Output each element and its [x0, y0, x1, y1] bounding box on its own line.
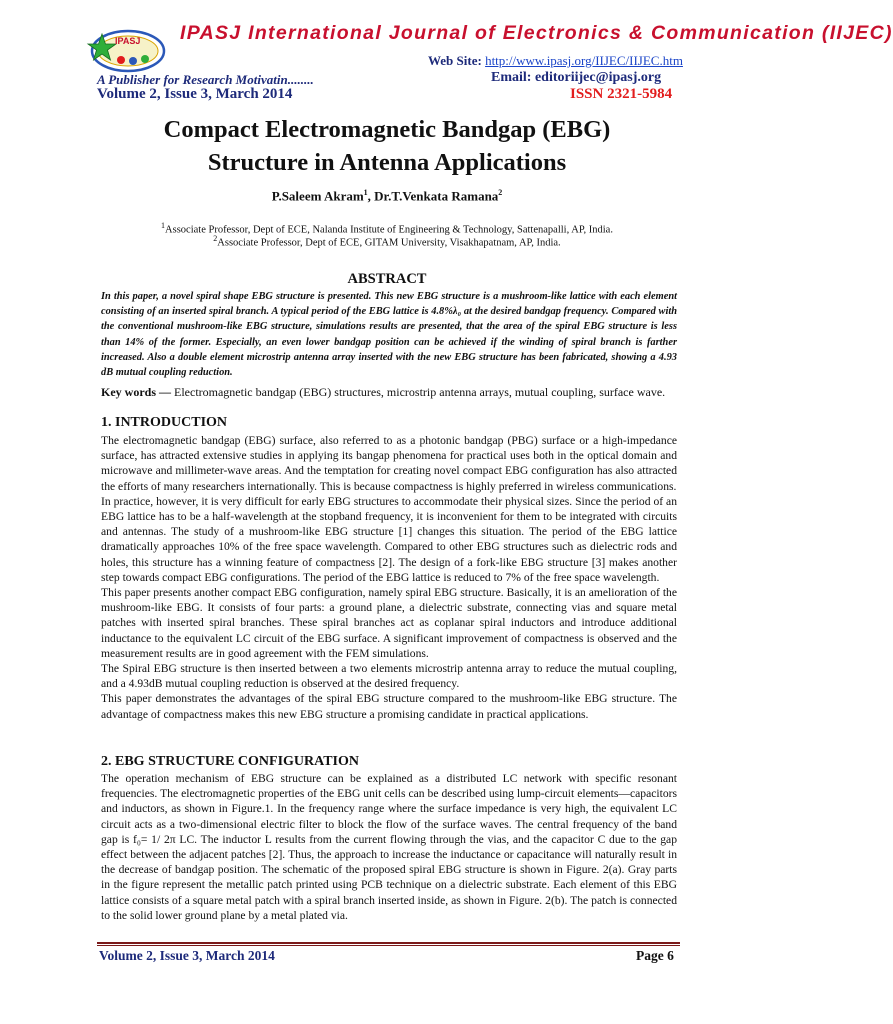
affiliation-1-sup: 1: [161, 221, 166, 230]
footer-rule: [97, 942, 680, 944]
abstract-heading: ABSTRACT: [347, 271, 427, 287]
affiliation-2: [97, 234, 677, 249]
paper-title-line-2: Structure in Antenna Applications: [207, 149, 567, 176]
author-1-sup: 1: [363, 188, 368, 197]
paragraph: This paper presents another compact EBG configuration, namely spiral EBG structure. Basically, it is an amelioration of the mushroom-like EBG. It consists of four parts: a ground plane, a dielectric substrate, connecting vias and square metal patches with inserted spiral branches. These spiral branches act as coplanar spiral inductors and introduce additional inductance to the equivalent LC circuit of the EBG surface. A significant improvement of compactness is observed and the measurement results are in good agreement with the FEM simulations.: [101, 586, 677, 660]
issn: ISSN 2321-5984: [570, 86, 673, 102]
website-label: Web Site:: [428, 53, 482, 68]
abstract-text: In this paper, a novel spiral shape EBG structure is presented. This new EBG structure is a mushroom-like lattice with each element consisting of an inserted spiral branch. A typical period of the EBG lattice is 4.8%λ₀ at the desired bandgap frequency. Compared with the conventional mushroom-like EBG structure, simulations results are presented, that the area of the spiral EBG structure is less than 14% of the former. Especially, an even lower bandgap position can be achieved if the winding of spiral branch is farther increased. Also a double element microstrip antenna array inserted with the new EBG structure has been fabricated, showing a 4.93 dB mutual coupling reduction.: [101, 291, 677, 379]
paper-title-line-1: Compact Electromagnetic Bandgap (EBG): [163, 116, 611, 143]
paragraph: The electromagnetic bandgap (EBG) surface, also referred to as a photonic bandgap (PBG) surface or a high-impedance surface, has attracted extensive studies in applying its bangap phenomena for practical uses both in the optical domain and microwave and millimeter-wave areas. And the temptation for creating novel compact EBG configuration has also attracted the efforts of many researchers internationally. This is because compactness is highly preferred in wireless communications.: [101, 434, 677, 493]
volume-issue-header: Volume 2, Issue 3, March 2014: [97, 86, 293, 102]
keywords-text: Electromagnetic bandgap (EBG) structures, microstrip antenna arrays, mutual coupling, surface wave.: [171, 385, 666, 399]
paragraph: The Spiral EBG structure is then inserted between a two elements microstrip antenna array to reduce the mutual coupling, and a 4.93dB mutual coupling reduction is observed at the desired frequency.: [101, 662, 677, 691]
publisher-tagline: A Publisher for Research Motivatin........: [97, 72, 314, 87]
author-2-sup: 2: [498, 188, 503, 197]
authors: [97, 188, 677, 204]
journal-email: Email: editoriijec@ipasj.org: [491, 70, 662, 85]
website-line: [428, 53, 683, 69]
author-2: Dr.T.Venkata Ramana: [374, 188, 499, 204]
logo-text: IPASJ: [115, 36, 141, 46]
keywords-label: Key words —: [101, 385, 171, 399]
paper-title: [97, 113, 677, 179]
journal-logo: [88, 24, 172, 76]
section-heading-introduction: 1. INTRODUCTION: [101, 415, 228, 430]
introduction-body: [101, 433, 677, 722]
affiliation-2-text: Associate Professor, Dept of ECE, GITAM University, Visakhapatnam, AP, India.: [217, 237, 561, 249]
footer-rule-thin: [97, 945, 680, 946]
ebg-configuration-body: [101, 771, 677, 923]
keywords: [101, 385, 681, 400]
author-separator: ,: [367, 188, 375, 204]
paragraph: In practice, however, it is very difficult for early EBG structures to accommodate their physical sizes. Since the period of an EBG lattice has to be a half-wavelength at the stopband frequency, it is inconvenient for them to be integrated with circuits and antennas. The study of a mushroom-like EBG structure [1] changes this situation. The period of the EBG lattice dramatically approaches 10% of the free space wavelength. Compared to other EBG structures such as dielectric rods and holes, this structure has a winning feature of compactness [2]. The design of a fork-like EBG structure [3] makes another step towards compact EBG configurations. The period of the EBG lattice is reduced to 7% of the free space wavelength.: [101, 494, 677, 584]
paragraph: This paper demonstrates the advantages of the spiral EBG structure compared to the mushroom-like EBG structure. The advantage of compactness makes this new EBG structure a promising candidate in practical applications.: [101, 692, 677, 721]
footer-volume-issue: Volume 2, Issue 3, March 2014: [99, 948, 275, 963]
paragraph: The operation mechanism of EBG structure can be explained as a distributed LC network with specific resonant frequencies. The electromagnetic properties of the EBG unit cells can be described using lump-circuit elements—capacitors and inductors, as shown in Figure.1. In the frequency range where the surface impedance is very high, the equivalent LC circuit acts as a two-dimensional electric filter to block the flow of the surface waves. The central frequency of the band gap is f₀= 1/ 2π LC. The inductor L results from the current flowing through the vias, and the capacitor C due to the gap effect between the adjacent patches [2]. Thus, the approach to increase the inductance or capacitance will naturally result in the decrease of bandgap position. The schematic of the proposed spiral EBG structure is shown in Figure. 2(a). Gray parts in the figure represent the metallic patch printed using PCB technique on a dielectric substrate. Each element of this EBG lattice consists of a square metal patch with a spiral branch inserted inside, as shown in Figure. 2(b). The patch is connected to the solid lower ground plane by a metal plated via.: [101, 772, 677, 922]
author-1: P.Saleem Akram: [271, 188, 364, 204]
affiliation-2-sup: 2: [213, 234, 218, 243]
website-link[interactable]: http://www.ipasj.org/IIJEC/IIJEC.htm: [485, 53, 683, 68]
journal-title: IPASJ International Journal of Electronics & Communication (IIJEC): [180, 22, 893, 44]
affiliation-1-text: Associate Professor, Dept of ECE, Nalanda Institute of Engineering & Technology, Sattenapalli, AP, India.: [165, 224, 613, 236]
section-heading-ebg-configuration: 2. EBG STRUCTURE CONFIGURATION: [101, 754, 359, 769]
page-number: Page 6: [636, 948, 674, 963]
